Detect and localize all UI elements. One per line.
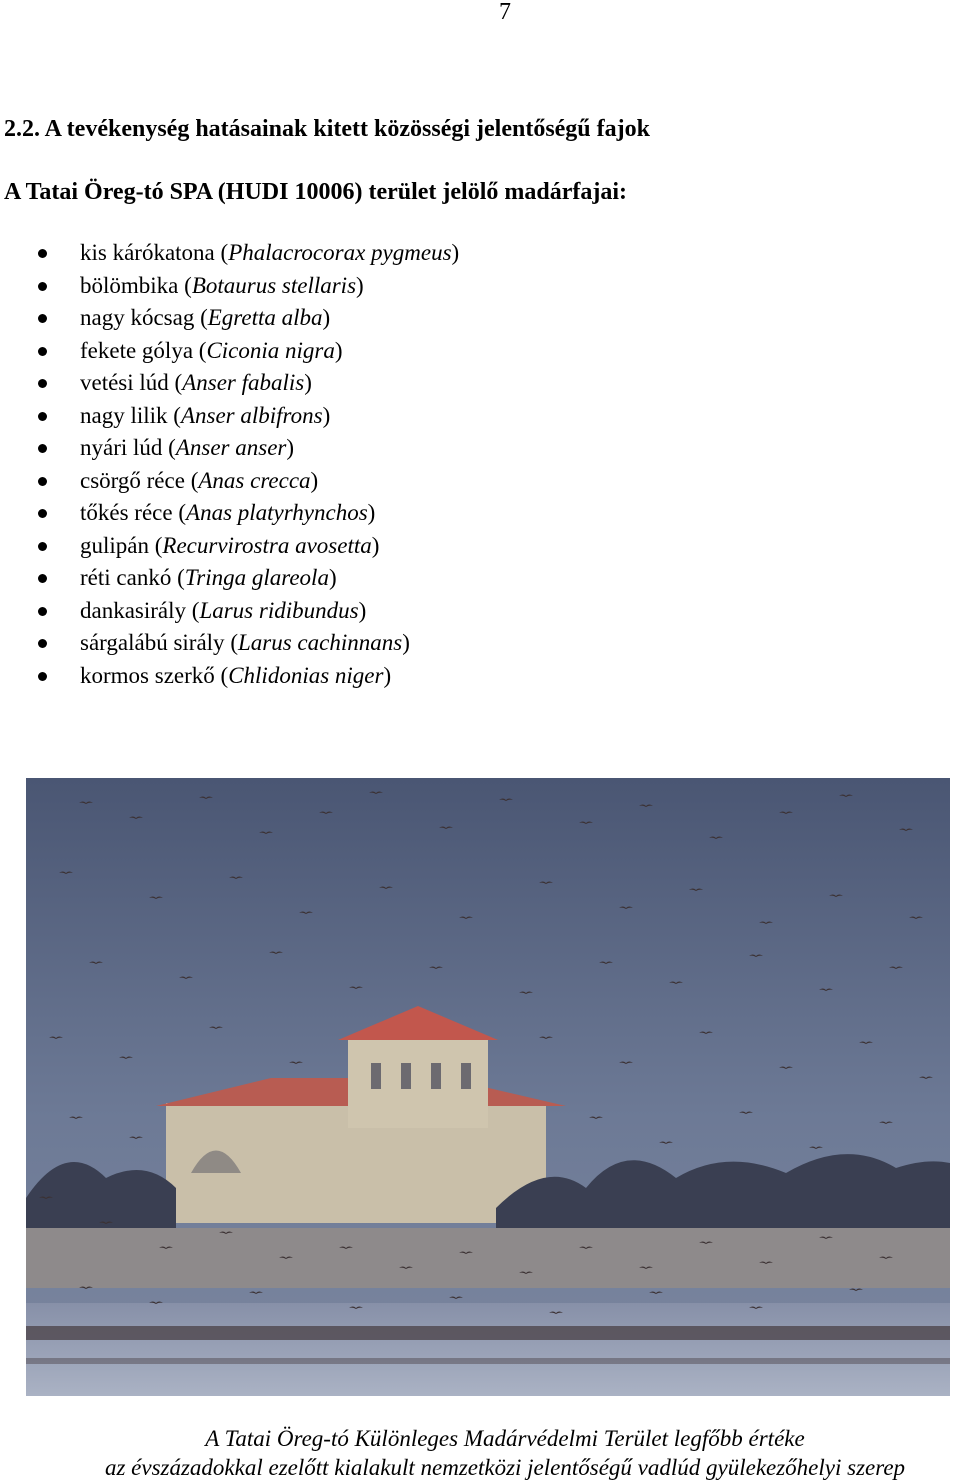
species-list: [0, 237, 459, 692]
list-item: tőkés réce (Anas platyrhynchos): [0, 497, 459, 530]
lake: [26, 1303, 950, 1396]
list-item: nagy lilik (Anser albifrons): [0, 400, 459, 433]
list-item: vetési lúd (Anser fabalis): [0, 367, 459, 400]
photo-geese-over-lake: [26, 778, 950, 1396]
list-item: nyári lúd (Anser anser): [0, 432, 459, 465]
subheading: A Tatai Öreg-tó SPA (HUDI 10006) terület jelölő madárfajai:: [4, 179, 628, 205]
photo-caption: [0, 1424, 960, 1482]
list-item: réti cankó (Tringa glareola): [0, 562, 459, 595]
list-item: kis kárókatona (Phalacrocorax pygmeus): [0, 237, 459, 270]
list-item: dankasirály (Larus ridibundus): [0, 595, 459, 628]
caption-line-2: az évszázadokkal ezelőtt kialakult nemzetközi jelentőségű vadlúd gyülekezőhelyi szerep: [104, 1455, 906, 1480]
list-item: gulipán (Recurvirostra avosetta): [0, 530, 459, 563]
fortress-wall: [26, 1228, 950, 1288]
page-number: 7: [499, 0, 511, 25]
list-item: kormos szerkő (Chlidonias niger): [0, 660, 459, 693]
list-item: nagy kócsag (Egretta alba): [0, 302, 459, 335]
section-heading: 2.2. A tevékenység hatásainak kitett közösségi jelentőségű fajok: [4, 116, 650, 142]
list-item: sárgalábú sirály (Larus cachinnans): [0, 627, 459, 660]
list-item: bölömbika (Botaurus stellaris): [0, 270, 459, 303]
list-item: fekete gólya (Ciconia nigra): [0, 335, 459, 368]
caption-line-1: A Tatai Öreg-tó Különleges Madárvédelmi Terület legfőbb értéke: [205, 1426, 805, 1451]
list-item: csörgő réce (Anas crecca): [0, 465, 459, 498]
resting-flock: [26, 1326, 950, 1340]
